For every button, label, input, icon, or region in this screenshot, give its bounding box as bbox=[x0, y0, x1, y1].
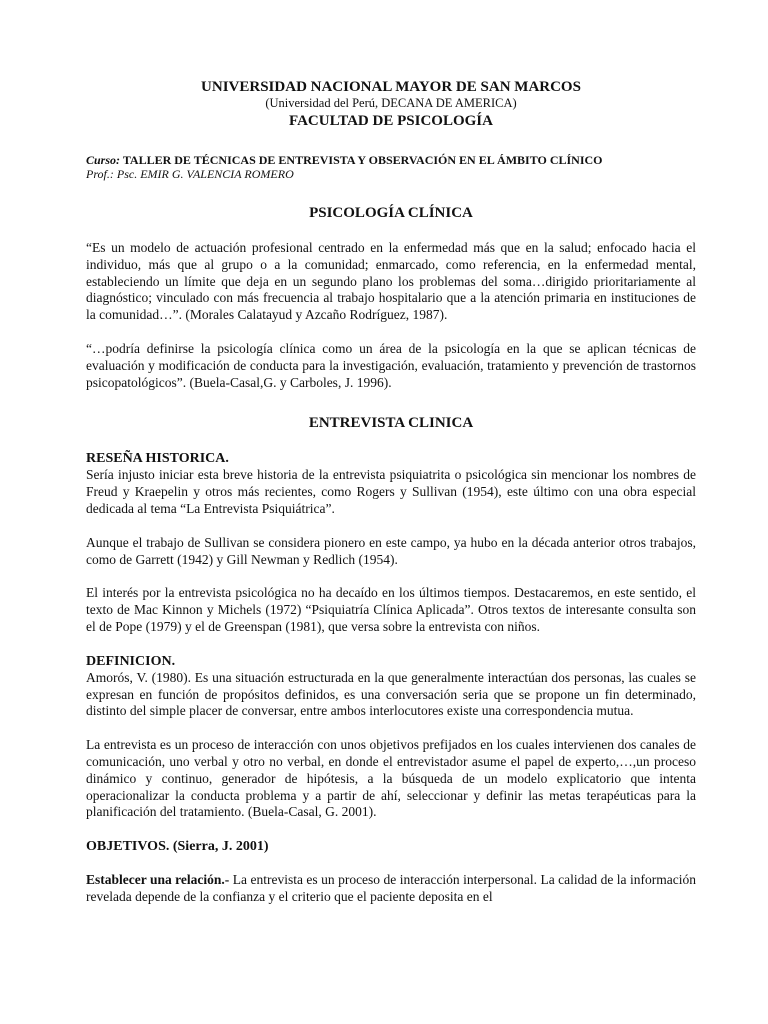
paragraph-resena-1: Sería injusto iniciar esta breve historia de la entrevista psiquiatrita o psicológica sin mencionar los nombres de Freud y Kraepelin y otros más recientes, como Rogers y Sullivan (1954), este último con una obra especial dedicada al tema “La Entrevista Psiquiátrica”. bbox=[86, 467, 696, 516]
university-name: UNIVERSIDAD NACIONAL MAYOR DE SAN MARCOS bbox=[201, 79, 581, 95]
heading-resena-historica: RESEÑA HISTORICA. bbox=[86, 451, 229, 467]
paragraph-objetivo-1 bbox=[86, 872, 696, 906]
paragraph-resena-2: Aunque el trabajo de Sullivan se considera pionero en este campo, ya hubo en la década anterior otros trabajos, como de Garrett (1942) y Gill Newman y Redlich (1954). bbox=[86, 534, 696, 567]
university-subtitle: (Universidad del Perú, DECANA DE AMERICA) bbox=[265, 96, 517, 110]
objetivo-1-text: La entrevista es un proceso de interacción interpersonal. La calidad de la información revelada depende de la confianza y el criterio que el paciente deposita en el bbox=[86, 872, 696, 904]
document-header bbox=[86, 78, 696, 131]
paragraph-definition-1: “Es un modelo de actuación profesional centrado en la enfermedad más que en la salud; enfocado hacia el individuo, más que al grupo o a la comunidad; enmarcado, como referencia, en la enfermedad mental, estableciendo un límite que deja en un segundo plano los problemas del soma…dirigido prioritariamente al diagnóstico; vinculado con más frecuencia al trabajo hospitalario que a la atención primaria en instituciones de la comunidad…”. (Morales Calatayud y Azcaño Rodríguez, 1987). bbox=[86, 240, 696, 323]
section-title-psicologia-clinica: PSICOLOGÍA CLÍNICA bbox=[309, 205, 473, 221]
paragraph-resena-3: El interés por la entrevista psicológica no ha decaído en los últimos tiempos. Destacaremos, en este sentido, el texto de Mac Kinnon y Michels (1972) “Psiquiatría Clínica Aplicada”. Otros textos de interesante consulta son el de Pope (1979) y el de Greenspan (1981), que versa sobre la entrevista con niños. bbox=[86, 585, 696, 634]
faculty-name: FACULTAD DE PSICOLOGÍA bbox=[289, 113, 493, 129]
course-line bbox=[86, 153, 696, 167]
paragraph-definicion-2: La entrevista es un proceso de interacción con unos objetivos prefijados en los cuales intervienen dos canales de comunicación, uno verbal y otro no verbal, en donde el entrevistador asume el papel de experto,…,un proceso dinámico y continuo, generador de hipótesis, a la búsqueda de un modelo explicatorio que intenta operacionalizar la conducta problema y a partir de ahí, seleccionar y definir las metas terapéuticas para la planificación del tratamiento. (Buela-Casal, G. 2001). bbox=[86, 737, 696, 820]
course-label: Curso: bbox=[86, 153, 121, 167]
section-title-entrevista-clinica: ENTREVISTA CLINICA bbox=[308, 415, 474, 432]
document-content bbox=[86, 78, 696, 906]
paragraph-definicion-1: Amorós, V. (1980). Es una situación estructurada en la que generalmente interactúan dos personas, las cuales se expresan en función de propósitos definidos, es una conversación seria que se propone un fin determinado, distinto del simple placer de conversar, entre ambos interlocutores existe una correspondencia mutua. bbox=[86, 669, 696, 719]
paragraph-definition-2: “…podría definirse la psicología clínica como un área de la psicología en la que se aplican técnicas de evaluación y modificación de conducta para la investigación, evaluación, tratamiento y prevención de trastornos psicopatológicos”. (Buela-Casal,G. y Carboles, J. 1996). bbox=[86, 340, 696, 390]
professor-line: Prof.: Psc. EMIR G. VALENCIA ROMERO bbox=[86, 167, 294, 181]
course-name: TALLER DE TÉCNICAS DE ENTREVISTA Y OBSERVACIÓN EN EL ÁMBITO CLÍNICO bbox=[122, 153, 603, 167]
heading-definicion: DEFINICION. bbox=[86, 653, 176, 669]
objetivo-1-label: Establecer una relación.- bbox=[86, 872, 230, 888]
heading-objetivos: OBJETIVOS. (Sierra, J. 2001) bbox=[86, 839, 269, 855]
